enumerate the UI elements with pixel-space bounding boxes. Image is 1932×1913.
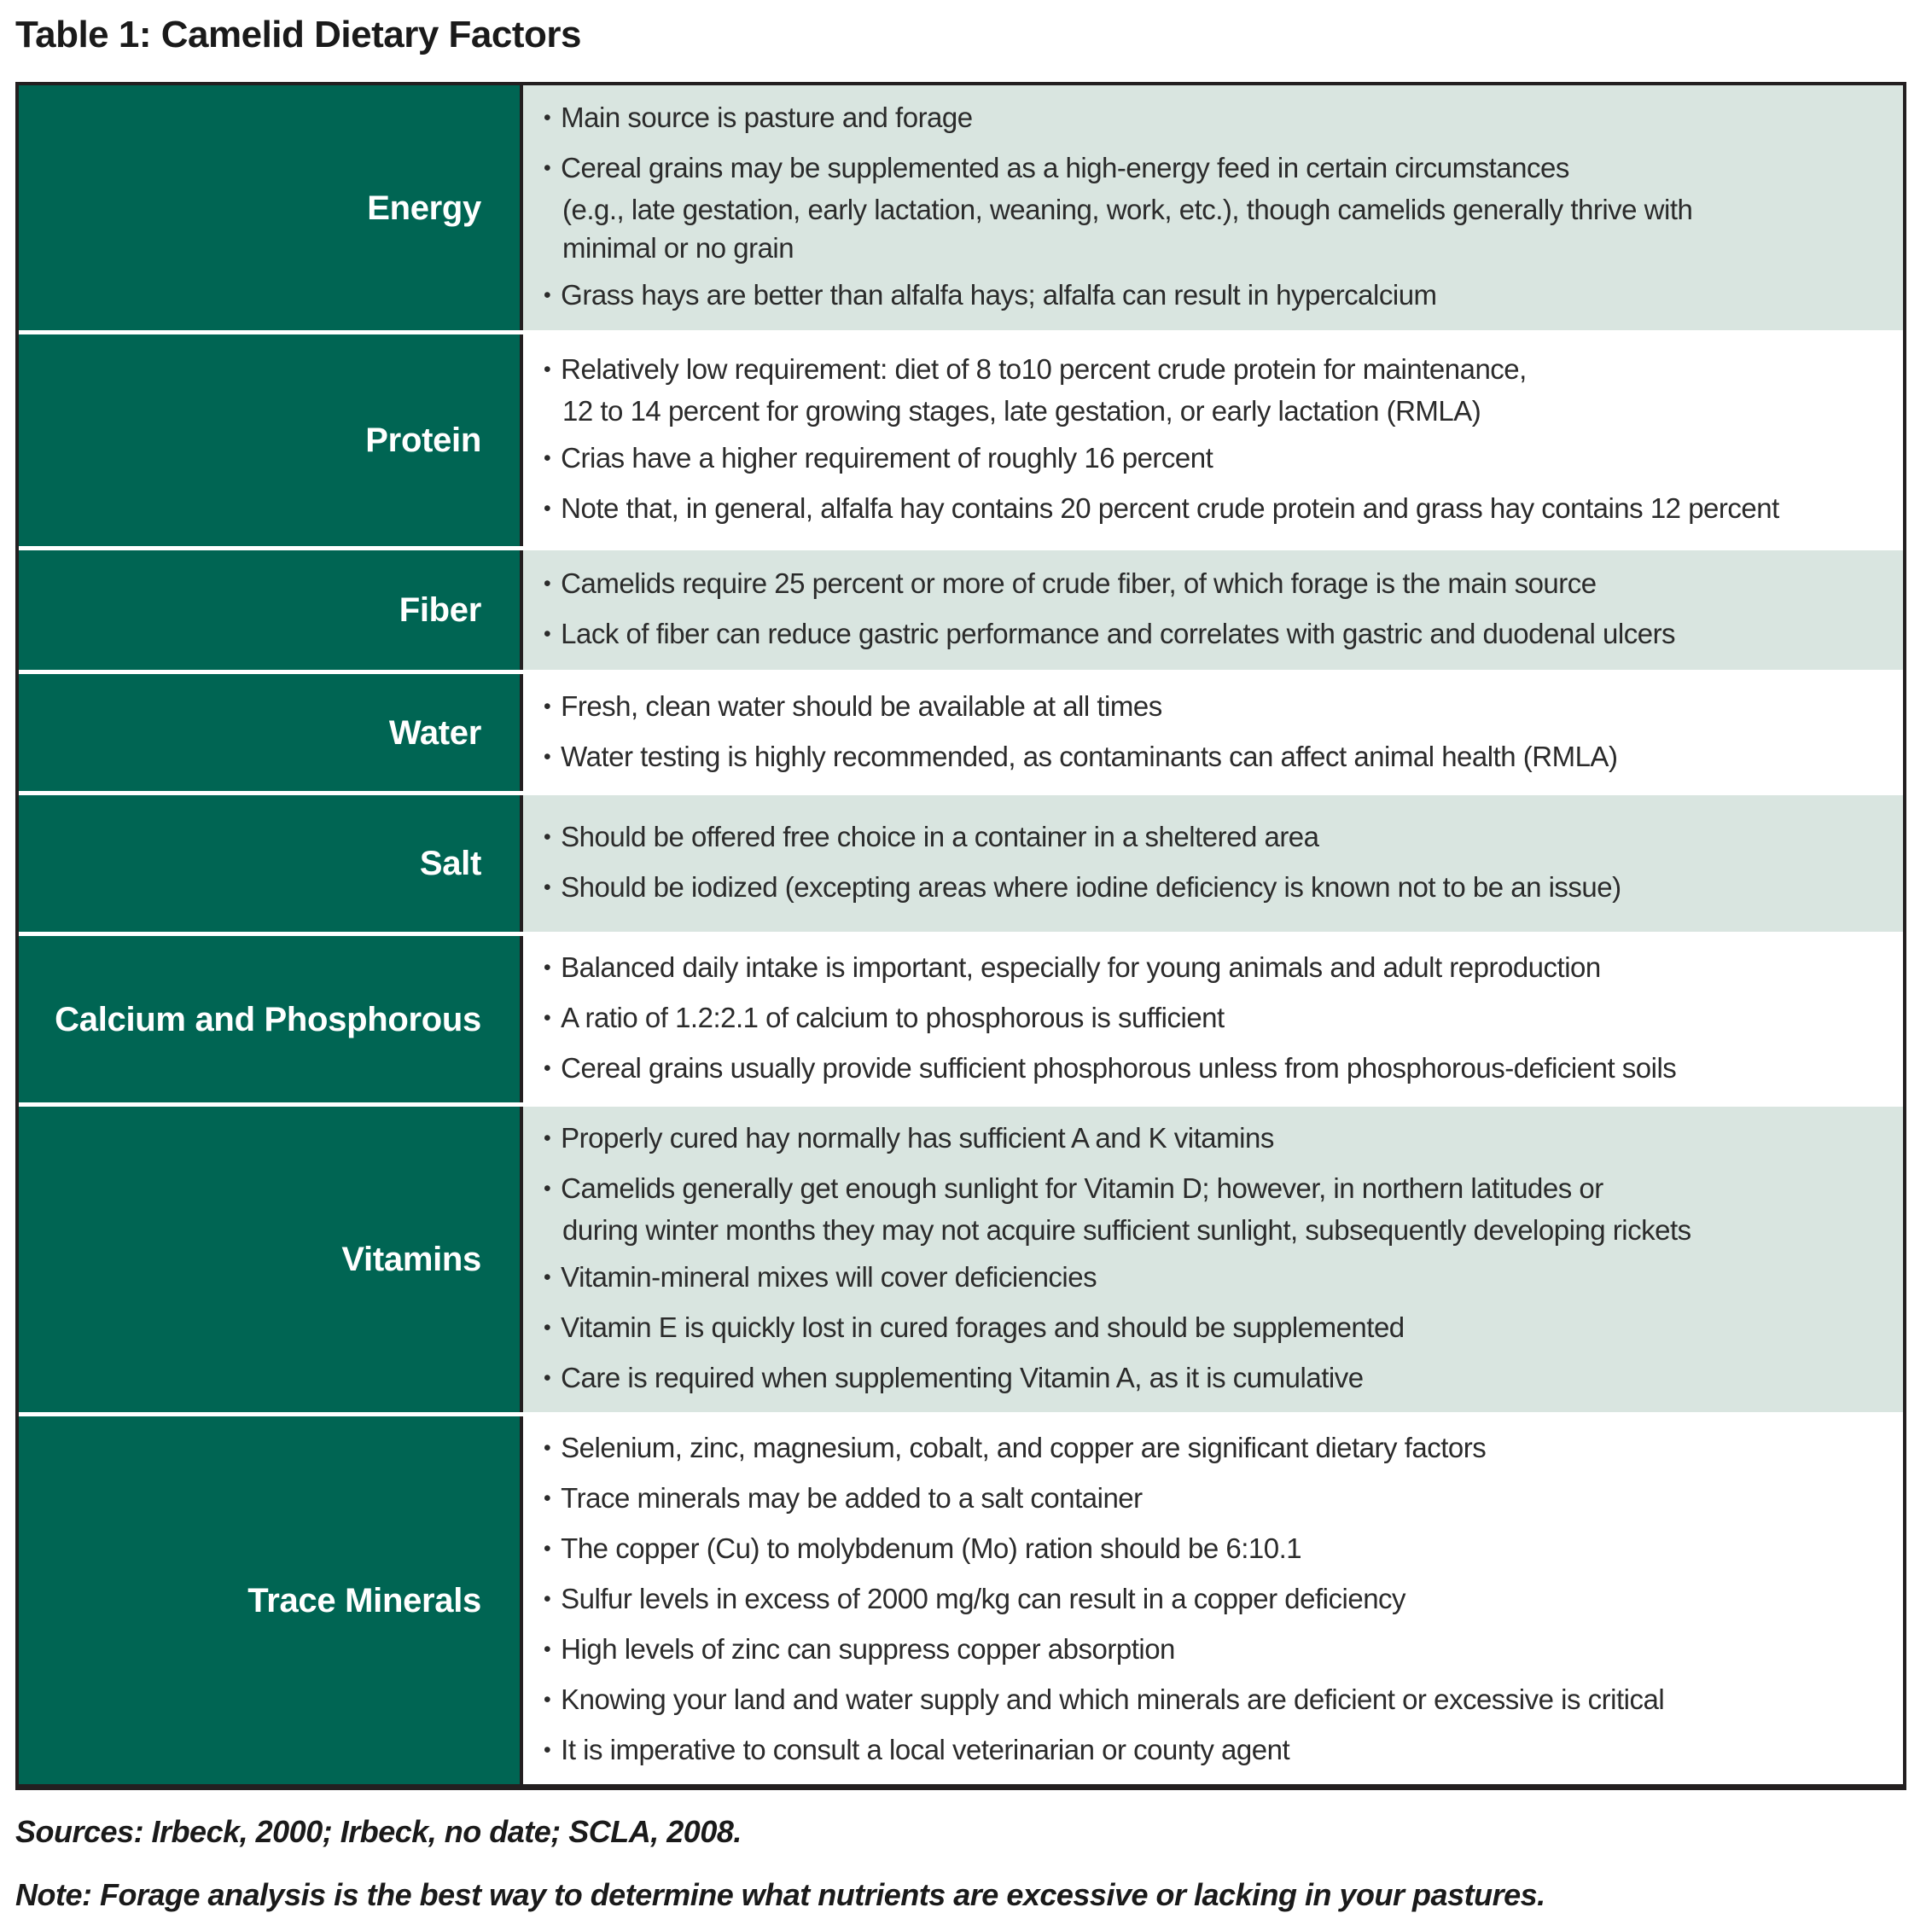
bullet-item: • Properly cured hay normally has sufficient A and K vitamins: [533, 1119, 1891, 1160]
bullet-item: • Main source is pasture and forage: [533, 98, 1891, 140]
bullet-item: • Relatively low requirement: diet of 8 to10 percent crude protein for maintenance, 12 to 14 percent for growing stages, late gestation, or early lactation (RMLA): [533, 350, 1891, 430]
bullet-item: • Lack of fiber can reduce gastric performance and correlates with gastric and duodenal ulcers: [533, 614, 1891, 656]
factor-cell: [19, 1107, 523, 1412]
content-cell: [523, 674, 1903, 791]
bullet-item: • It is imperative to consult a local veterinarian or county agent: [533, 1730, 1891, 1772]
factor-cell: [19, 936, 523, 1102]
table-row: [19, 1412, 1903, 1784]
factor-label: Energy: [367, 189, 481, 227]
factor-cell: [19, 674, 523, 791]
bullet-item: • Should be offered free choice in a container in a sheltered area: [533, 817, 1891, 859]
table-row: [19, 85, 1903, 330]
bullet-item: • Cereal grains usually provide sufficient phosphorous unless from phosphorous-deficient soils: [533, 1049, 1891, 1090]
bullet-item: • Selenium, zinc, magnesium, cobalt, and copper are significant dietary factors: [533, 1428, 1891, 1470]
table-row: [19, 791, 1903, 932]
content-cell: [523, 550, 1903, 670]
table-row: [19, 330, 1903, 546]
bullet-item: • Balanced daily intake is important, especially for young animals and adult reproduction: [533, 948, 1891, 990]
content-cell: [523, 936, 1903, 1102]
factor-label: Water: [388, 713, 481, 752]
bullet-item: • Fresh, clean water should be available at all times: [533, 687, 1891, 729]
bullet-item: • The copper (Cu) to molybdenum (Mo) ration should be 6:10.1: [533, 1529, 1891, 1571]
factor-cell: [19, 85, 523, 330]
factor-label: Trace Minerals: [247, 1581, 481, 1619]
table-row: [19, 546, 1903, 670]
bullet-item: • Cereal grains may be supplemented as a high-energy feed in certain circumstances (e.g., late gestation, early lactation, weaning, work, etc.), though camelids generally thrive with minimal or no grain: [533, 148, 1891, 267]
content-cell: [523, 1416, 1903, 1784]
factor-label: Fiber: [399, 591, 481, 629]
content-cell: [523, 795, 1903, 932]
bullet-item: • High levels of zinc can suppress copper absorption: [533, 1630, 1891, 1672]
content-cell: [523, 1107, 1903, 1412]
bullet-item: • Trace minerals may be added to a salt container: [533, 1479, 1891, 1521]
factor-label: Vitamins: [341, 1241, 481, 1278]
factor-label: Calcium and Phosphorous: [55, 1000, 481, 1038]
factor-cell: [19, 334, 523, 546]
bullet-item: • Note that, in general, alfalfa hay contains 20 percent crude protein and grass hay contains 12 percent: [533, 489, 1891, 531]
factor-cell: [19, 795, 523, 932]
factor-label: Protein: [365, 422, 481, 459]
forage-analysis-note: Note: Forage analysis is the best way to determine what nutrients are excessive or lacking in your pastures.: [15, 1877, 1545, 1912]
bullet-item: • A ratio of 1.2:2.1 of calcium to phosphorous is sufficient: [533, 998, 1891, 1040]
factor-label: Salt: [419, 845, 481, 882]
table-row: [19, 670, 1903, 791]
table-row: [19, 1102, 1903, 1412]
bullet-item: • Knowing your land and water supply and which minerals are deficient or excessive is critical: [533, 1680, 1891, 1722]
sources-note: Sources: Irbeck, 2000; Irbeck, no date; SCLA, 2008.: [15, 1814, 742, 1849]
dietary-factors-table: [15, 82, 1906, 1790]
bullet-item: • Vitamin E is quickly lost in cured forages and should be supplemented: [533, 1308, 1891, 1350]
page-title: Table 1: Camelid Dietary Factors: [15, 14, 581, 55]
bullet-item: • Camelids generally get enough sunlight for Vitamin D; however, in northern latitudes or during winter months they may not acquire sufficient sunlight, subsequently developing rickets: [533, 1169, 1891, 1249]
content-cell: [523, 334, 1903, 546]
factor-cell: [19, 1416, 523, 1784]
table-row: [19, 932, 1903, 1102]
bullet-item: • Camelids require 25 percent or more of crude fiber, of which forage is the main source: [533, 564, 1891, 606]
bullet-item: • Grass hays are better than alfalfa hays; alfalfa can result in hypercalcium: [533, 276, 1891, 317]
bullet-item: • Sulfur levels in excess of 2000 mg/kg can result in a copper deficiency: [533, 1579, 1891, 1621]
table-footnotes: [15, 1814, 1906, 1913]
content-cell: [523, 85, 1903, 330]
bullet-item: • Care is required when supplementing Vitamin A, as it is cumulative: [533, 1358, 1891, 1400]
bullet-item: • Water testing is highly recommended, as contaminants can affect animal health (RMLA): [533, 737, 1891, 779]
factor-cell: [19, 550, 523, 670]
bullet-item: • Should be iodized (excepting areas where iodine deficiency is known not to be an issue): [533, 868, 1891, 910]
bullet-item: • Crias have a higher requirement of roughly 16 percent: [533, 439, 1891, 480]
bullet-item: • Vitamin-mineral mixes will cover deficiencies: [533, 1258, 1891, 1300]
